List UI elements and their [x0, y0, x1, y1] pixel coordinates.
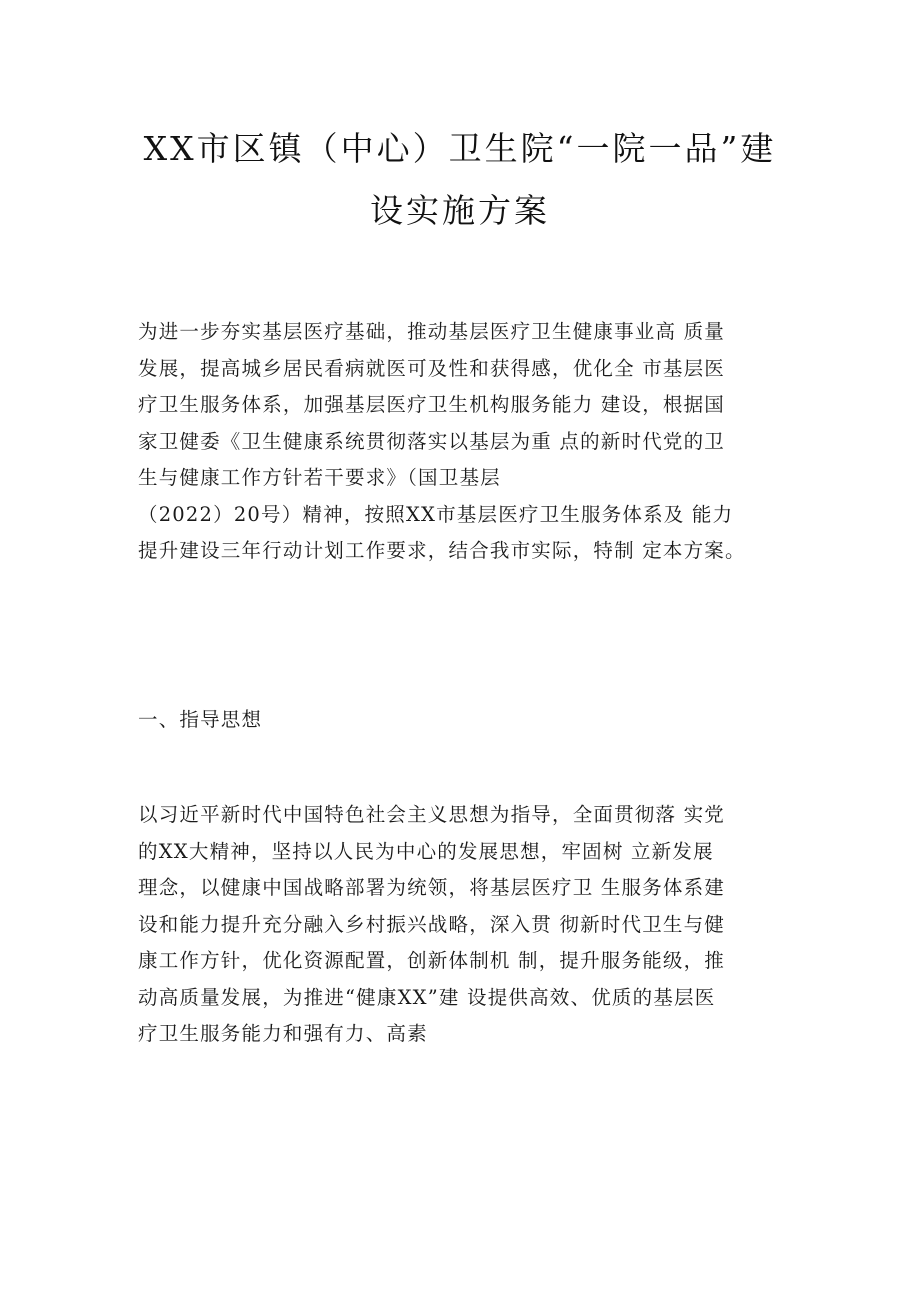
title-line-2: 设实施方案 [370, 191, 550, 230]
intro-line: 为进一步夯实基层医疗基础，推动基层医疗卫生健康事业高 质量 [138, 320, 725, 343]
section1-line: 动高质量发展，为推进“健康XX”建 设提供高效、优质的基层医 [138, 985, 716, 1009]
intro-line: 疗卫生服务体系，加强基层医疗卫生机构服务能力 建设，根据国 [138, 393, 725, 416]
section1-line: 康工作方针，优化资源配置，创新体制机 制，提升服务能级，推 [138, 949, 725, 972]
intro-line: 家卫健委《卫生健康系统贯彻落实以基层为重 点的新时代党的卫 [138, 429, 725, 453]
title-line-1: XX市区镇（中心）卫生院“一院一品”建 [143, 129, 777, 168]
section1-line: 理念，以健康中国战略部署为统领，将基层医疗卫 生服务体系建 [138, 876, 725, 899]
section1-line: 以习近平新时代中国特色社会主义思想为指导，全面贯彻落 实党 [138, 803, 725, 826]
guiding-thought-paragraph [138, 797, 798, 1053]
document-title [120, 118, 800, 242]
section1-line: 的XX大精神，坚持以人民为中心的发展思想，牢固树 立新发展 [138, 839, 714, 863]
section1-line: 设和能力提升充分融入乡村振兴战略，深入贯 彻新时代卫生与健 [138, 912, 725, 936]
section-heading-guiding-thought: 一、指导思想 [138, 708, 263, 731]
intro-line: 提升建设三年行动计划工作要求，结合我市实际，特制 定本方案。 [138, 539, 746, 562]
section1-line: 疗卫生服务能力和强有力、高素 [138, 1022, 428, 1045]
intro-line: 发展，提高城乡居民看病就医可及性和获得感，优化全 市基层医 [138, 356, 725, 380]
intro-paragraph [138, 314, 798, 570]
intro-line: 生与健康工作方针若干要求》（国卫基层 [138, 466, 501, 489]
intro-line: （2022）20号）精神，按照XX市基层医疗卫生服务体系及 能力 [138, 502, 734, 526]
